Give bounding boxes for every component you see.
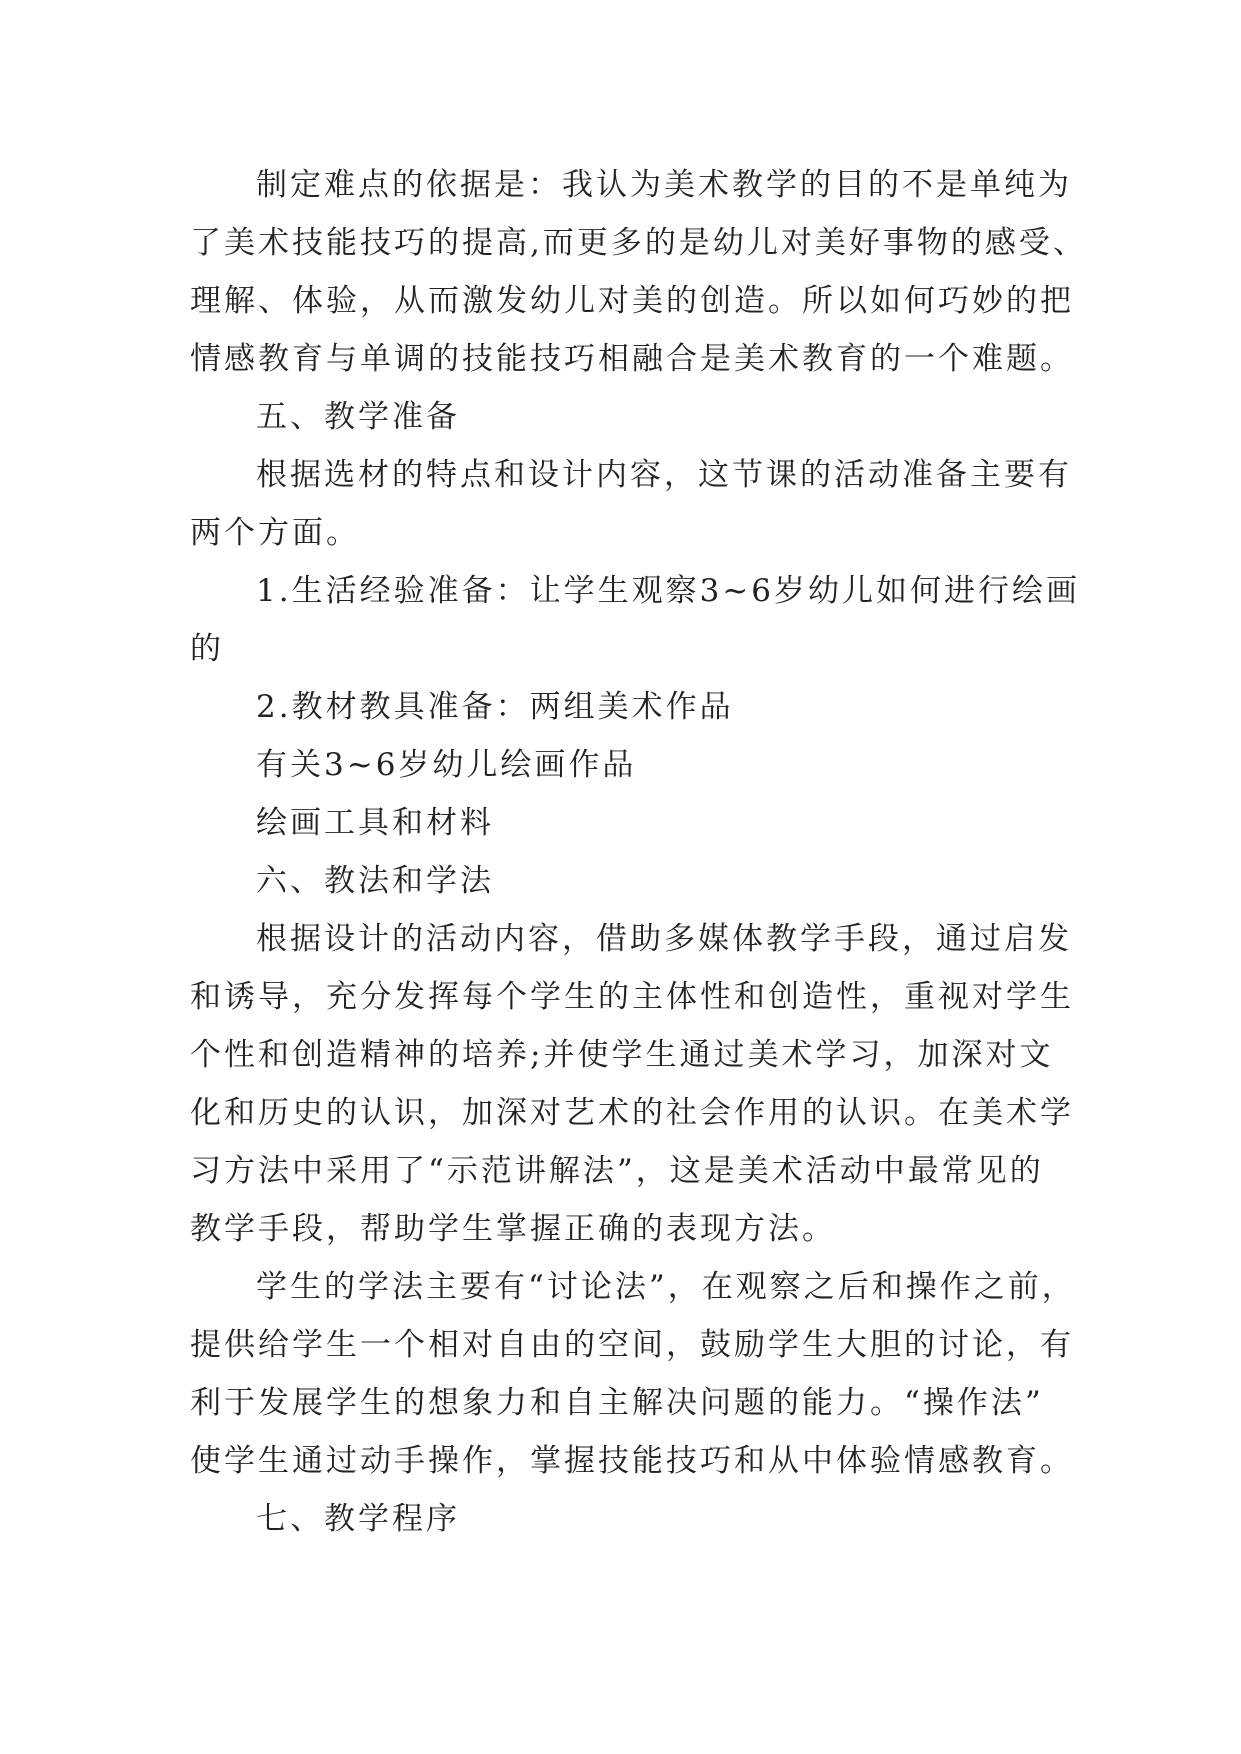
paragraph-line: 制定难点的依据是：我认为美术教学的目的不是单纯为 <box>256 167 1072 203</box>
paragraph-line: 使学生通过动手操作，掌握技能技巧和从中体验情感教育。 <box>190 1443 1074 1479</box>
paragraph-line: 个性和创造精神的培养;并使学生通过美术学习，加深对文 <box>190 1037 1054 1073</box>
paragraph-line: 学生的学法主要有“讨论法”，在观察之后和操作之前， <box>256 1269 1076 1305</box>
paragraph-line: 理解、体验，从而激发幼儿对美的创造。所以如何巧妙的把 <box>190 283 1074 319</box>
paragraph-line: 和诱导，充分发挥每个学生的主体性和创造性，重视对学生 <box>190 979 1074 1015</box>
paragraph-line: 两个方面。 <box>190 515 360 551</box>
list-item: 绘画工具和材料 <box>256 805 494 841</box>
list-item: 2.教材教具准备：两组美术作品 <box>256 689 734 725</box>
section-heading: 六、教法和学法 <box>256 863 494 899</box>
list-item: 有关3~6岁幼儿绘画作品 <box>256 747 637 783</box>
section-heading: 五、教学准备 <box>256 399 460 435</box>
paragraph-line: 教学手段，帮助学生掌握正确的表现方法。 <box>190 1211 836 1247</box>
paragraph-line: 利于发展学生的想象力和自主解决问题的能力。“操作法” <box>190 1385 1044 1421</box>
paragraph-line: 提供给学生一个相对自由的空间，鼓励学生大胆的讨论，有 <box>190 1327 1074 1363</box>
list-item: 1.生活经验准备：让学生观察3~6岁幼儿如何进行绘画 <box>256 573 1080 609</box>
paragraph-line: 习方法中采用了“示范讲解法”，这是美术活动中最常见的 <box>190 1153 1044 1189</box>
paragraph-line: 的 <box>190 631 224 667</box>
section-heading: 七、教学程序 <box>256 1501 460 1537</box>
paragraph-line: 了美术技能技巧的提高,而更多的是幼儿对美好事物的感受、 <box>190 225 1087 261</box>
paragraph-line: 根据设计的活动内容，借助多媒体教学手段，通过启发 <box>256 921 1072 957</box>
paragraph-line: 根据选材的特点和设计内容，这节课的活动准备主要有 <box>256 457 1072 493</box>
paragraph-line: 情感教育与单调的技能技巧相融合是美术教育的一个难题。 <box>190 341 1074 377</box>
paragraph-line: 化和历史的认识，加深对艺术的社会作用的认识。在美术学 <box>190 1095 1074 1131</box>
